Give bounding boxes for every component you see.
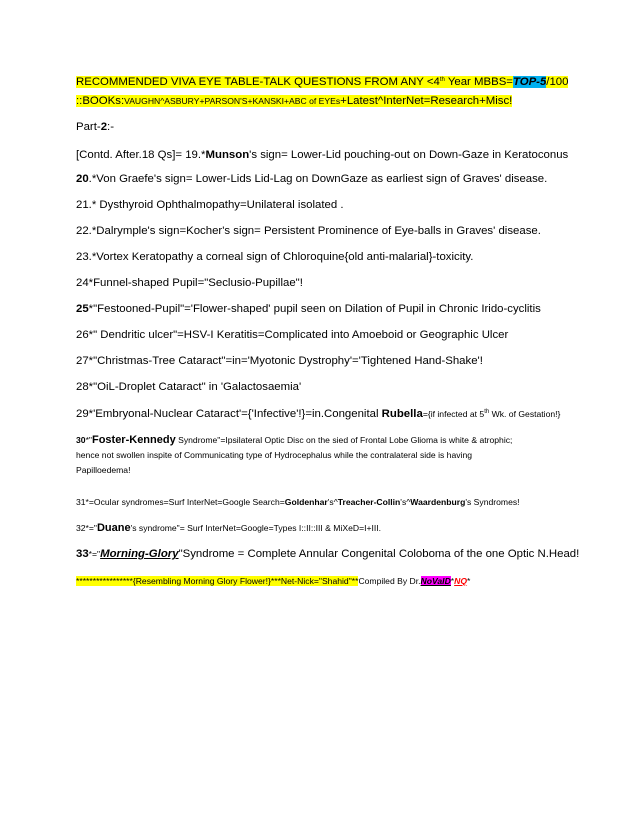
- item-32: 32*="Duane's syndrome"= Surf InterNet=Google=Types I::II::III & MiXeD=I+III.: [76, 522, 382, 534]
- footer-credit: *****************{Resembling Morning Glory Flower!}***Net-Nick="Shahid"**Compiled By Dr.NoVaID*NQ*: [76, 576, 471, 586]
- item-33: 33*="Morning-Glory"Syndrome = Complete Annular Congenital Coloboma of the one Optic N.Head!: [76, 548, 580, 560]
- document-title: RECOMMENDED VIVA EYE TABLE-TALK QUESTIONS FROM ANY <4th Year MBBS=TOP-5/100: [76, 76, 569, 88]
- part-heading: Part-2:-: [76, 121, 114, 133]
- author-name: NoVaID: [420, 576, 451, 586]
- item-22: 22.*Dalrymple's sign=Kocher's sign= Persistent Prominence of Eye-balls in Graves' disease.: [76, 225, 541, 237]
- item-19: [Contd. After.18 Qs]= 19.*Munson's sign= Lower-Lid pouching-out on Down-Gaze in Keratoconus: [76, 149, 569, 161]
- books-line: ::BOOKs:VAUGHN^ASBURY+PARSON'S+KANSKI+ABC of EYEs+Latest^InterNet=Research+Misc!: [76, 95, 513, 107]
- item-23: 23.*Vortex Keratopathy a corneal sign of Chloroquine{old anti-malarial}-toxicity.: [76, 251, 474, 263]
- item-21: 21.* Dysthyroid Ophthalmopathy=Unilateral isolated .: [76, 199, 344, 211]
- item-28: 28*"OiL-Droplet Cataract" in 'Galactosaemia': [76, 381, 302, 393]
- item-20: 20.*Von Graefe's sign= Lower-Lids Lid-Lag on DownGaze as earliest sign of Graves' disease.: [76, 173, 548, 185]
- item-29: 29*'Embryonal-Nuclear Cataract'={'Infective'!}=in.Congenital Rubella={if infected at 5th Wk. of Gestation!}: [76, 408, 561, 420]
- item-31: 31*=Ocular syndromes=Surf InterNet=Google Search=Goldenhar's^Treacher-Collin's^Waardenburg's Syndromes!: [76, 497, 520, 507]
- author-initials: NQ: [454, 576, 468, 586]
- item-24: 24*Funnel-shaped Pupil="Seclusio-Pupillae"!: [76, 277, 303, 289]
- top-5-highlight: TOP-5: [512, 76, 547, 88]
- item-30: 30*"Foster-Kennedy Syndrome"=Ipsilateral Optic Disc on the sied of Frontal Lobe Glioma is white & atrophic; hence not swollen inspite of Communicating type of Hydrocephalus while the contralateral side is having Papilloedema!: [76, 434, 513, 475]
- item-27: 27*"Christmas-Tree Cataract"=in='Myotonic Dystrophy'='Tightened Hand-Shake'!: [76, 355, 483, 367]
- item-25: 25*"Festooned-Pupil"='Flower-shaped' pupil seen on Dilation of Pupil in Chronic Irido-cyclitis: [76, 303, 541, 315]
- item-26: 26*" Dendritic ulcer"=HSV-I Keratitis=Complicated into Amoeboid or Geographic Ulcer: [76, 329, 509, 341]
